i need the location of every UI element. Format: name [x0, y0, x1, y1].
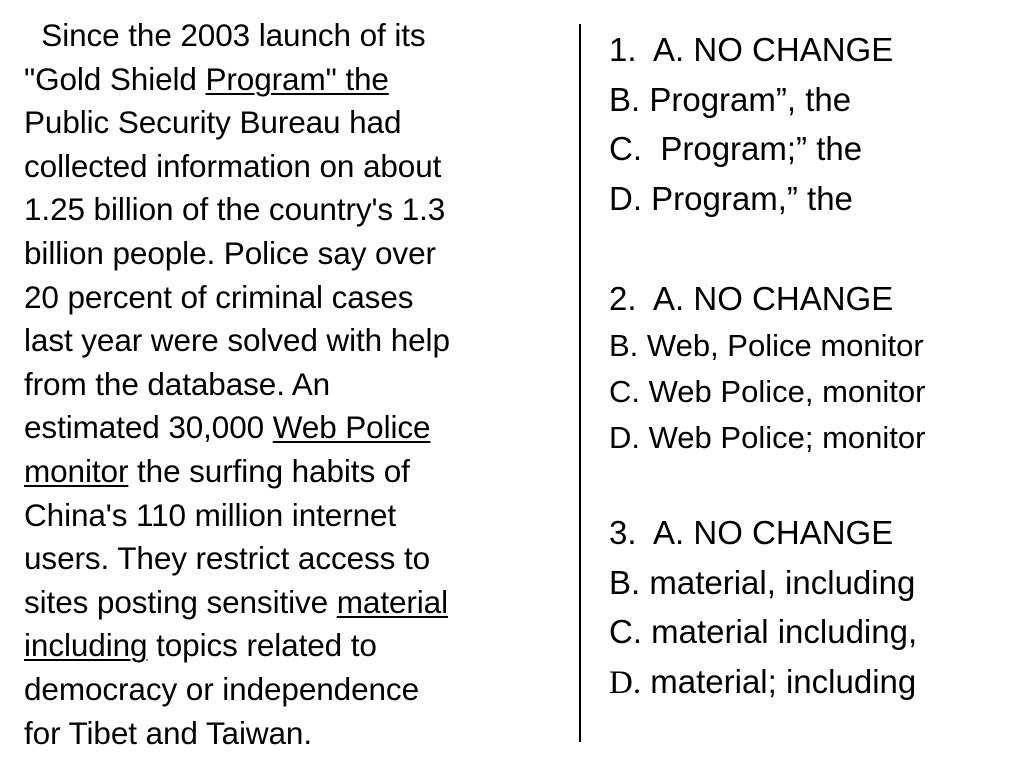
passage-text: estimated 30,000 — [24, 409, 273, 446]
question-3 — [609, 508, 1009, 708]
question-2-option-d: D. Web Police; monitor — [609, 420, 926, 455]
passage-line — [24, 624, 572, 668]
underlined-phrase-3: material — [336, 583, 448, 620]
passage-text: from the database. An — [24, 365, 331, 402]
passage-line — [24, 319, 572, 363]
passage-text: billion people. Police say over — [24, 234, 436, 271]
passage-line — [24, 232, 572, 276]
passage-line — [24, 494, 572, 538]
question-2-option-b: B. Web, Police monitor — [609, 328, 924, 363]
passage-line — [24, 101, 572, 145]
passage-line — [24, 712, 572, 756]
passage-line — [24, 581, 572, 625]
passage-text: for Tibet and Taiwan. — [24, 714, 312, 751]
question-3-option-d-text: material; including — [641, 662, 917, 700]
underlined-phrase-2-cont: monitor — [24, 452, 129, 489]
passage-line — [24, 450, 572, 494]
question-3-option-d — [609, 657, 1009, 709]
passage-line — [24, 14, 572, 58]
passage-line — [24, 363, 572, 407]
answer-choices — [609, 25, 1009, 708]
question-3-option-d-letter: D. — [609, 664, 642, 701]
question-1-option-d: D. Program,” the — [609, 179, 853, 217]
passage-line — [24, 537, 572, 581]
passage-text: Since the 2003 launch of its — [24, 17, 426, 53]
question-2-option-a: 2. A. NO CHANGE — [609, 280, 894, 317]
underlined-phrase-3-cont: including — [24, 627, 148, 664]
question-3-option-b: B. material, including — [609, 563, 916, 601]
passage-text: the surfing habits of — [128, 452, 410, 489]
passage-line — [24, 406, 572, 450]
underlined-phrase-1: Program" the — [205, 60, 389, 97]
question-2 — [609, 274, 1009, 461]
passage-text: collected information on about — [24, 147, 442, 184]
passage-text: 20 percent of criminal cases — [24, 278, 414, 315]
passage-text: China's 110 million internet — [24, 496, 397, 533]
underlined-phrase-2: Web Police — [272, 409, 431, 446]
question-3-option-a: 3. A. NO CHANGE — [609, 514, 894, 551]
passage-text: users. They restrict access to — [24, 540, 431, 577]
question-1-option-b: B. Program”, the — [609, 80, 852, 118]
passage-line — [24, 58, 572, 102]
passage-text: "Gold Shield — [24, 60, 206, 97]
passage-text: Public Security Bureau had — [24, 104, 402, 141]
passage-line — [24, 145, 572, 189]
passage-line — [24, 188, 572, 232]
passage-line — [24, 276, 572, 320]
passage-text: last year were solved with help — [24, 322, 450, 359]
column-divider — [579, 24, 581, 742]
question-1 — [609, 25, 1009, 223]
question-1-option-c: C. Program;” the — [609, 130, 863, 167]
passage-line — [24, 668, 572, 712]
passage-text: topics related to — [147, 627, 377, 664]
question-3-option-c: C. material including, — [609, 613, 918, 650]
passage-text: democracy or independence — [24, 670, 420, 707]
passage-text: 1.25 billion of the country's 1.3 — [24, 191, 446, 228]
passage-text: sites posting sensitive — [24, 583, 337, 620]
reading-passage — [24, 14, 572, 755]
question-2-option-c: C. Web Police, monitor — [609, 374, 926, 409]
question-1-option-a: 1. A. NO CHANGE — [609, 31, 894, 68]
